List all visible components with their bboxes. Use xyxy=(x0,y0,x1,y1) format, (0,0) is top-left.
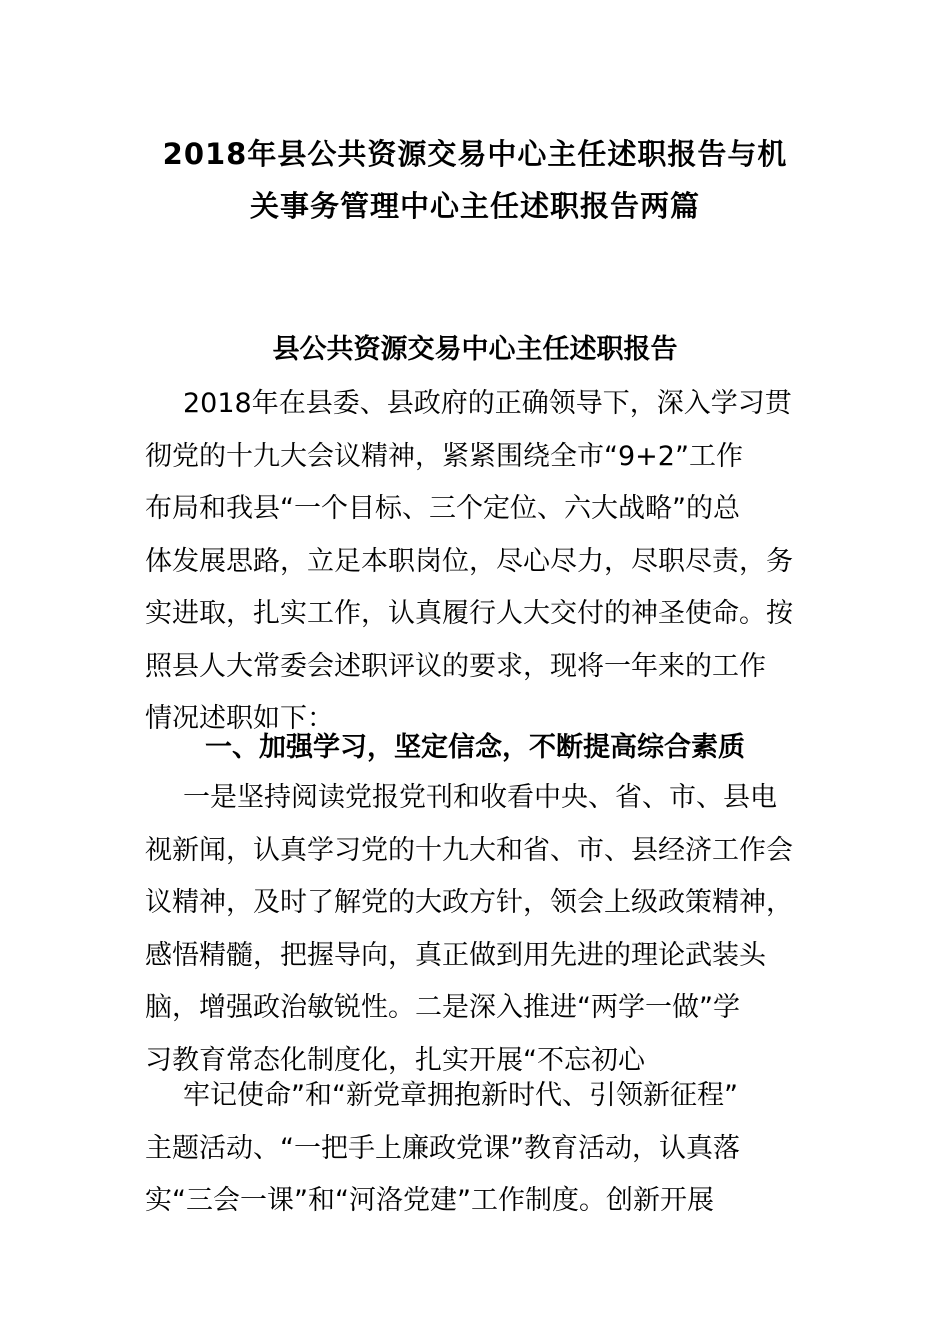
section-title: 县公共资源交易中心主任述职报告 xyxy=(272,334,678,365)
paragraph-3-line-1: 牢记使命”和“新党章拥抱新时代、引领新征程” xyxy=(183,1080,738,1111)
document-title xyxy=(145,128,805,232)
paragraph-2 xyxy=(145,772,805,1087)
paragraph-2-line-4: 感悟精髓，把握导向，真正做到用先进的理论武装头 xyxy=(145,939,766,971)
paragraph-2-line-5: 脑，增强政治敏锐性。二是深入推进“两学一做”学 xyxy=(145,992,740,1023)
paragraph-2-line-3: 议精神，及时了解党的大政方针，领会上级政策精神， xyxy=(145,887,793,918)
paragraph-1-line-1: 2018年在县委、县政府的正确领导下，深入学习贯 xyxy=(183,388,792,419)
paragraph-3 xyxy=(145,1070,805,1228)
paragraph-1-line-7: 情况述职如下： xyxy=(145,703,334,734)
document-title-line-2: 关事务管理中心主任述职报告两篇 xyxy=(249,189,700,223)
paragraph-2-line-2: 视新闻，认真学习党的十九大和省、市、县经济工作会 xyxy=(145,834,793,866)
paragraph-1-line-5: 实进取，扎实工作，认真履行人大交付的神圣使命。按 xyxy=(145,598,793,629)
paragraph-1-line-3: 布局和我县“一个目标、三个定位、六大战略”的总 xyxy=(145,493,740,524)
paragraph-1 xyxy=(145,378,805,746)
paragraph-3-line-3: 实“三会一课”和“河洛党建”工作制度。创新开展 xyxy=(145,1185,714,1216)
heading-1: 一、加强学习，坚定信念，不断提高综合素质 xyxy=(205,732,745,763)
document-title-line-1: 2018年县公共资源交易中心主任述职报告与机 xyxy=(162,137,788,171)
paragraph-1-line-4: 体发展思路，立足本职岗位，尽心尽力，尽职尽责，务 xyxy=(145,545,793,577)
paragraph-1-line-2: 彻党的十九大会议精神，紧紧围绕全市“9+2”工作 xyxy=(145,440,743,472)
paragraph-2-line-1: 一是坚持阅读党报党刊和收看中央、省、市、县电 xyxy=(183,782,777,813)
paragraph-2-line-6: 习教育常态化制度化，扎实开展“不忘初心 xyxy=(145,1044,645,1076)
paragraph-1-line-6: 照县人大常委会述职评议的要求，现将一年来的工作 xyxy=(145,650,766,682)
paragraph-3-line-2: 主题活动、“一把手上廉政党课”教育活动，认真落 xyxy=(145,1132,740,1164)
